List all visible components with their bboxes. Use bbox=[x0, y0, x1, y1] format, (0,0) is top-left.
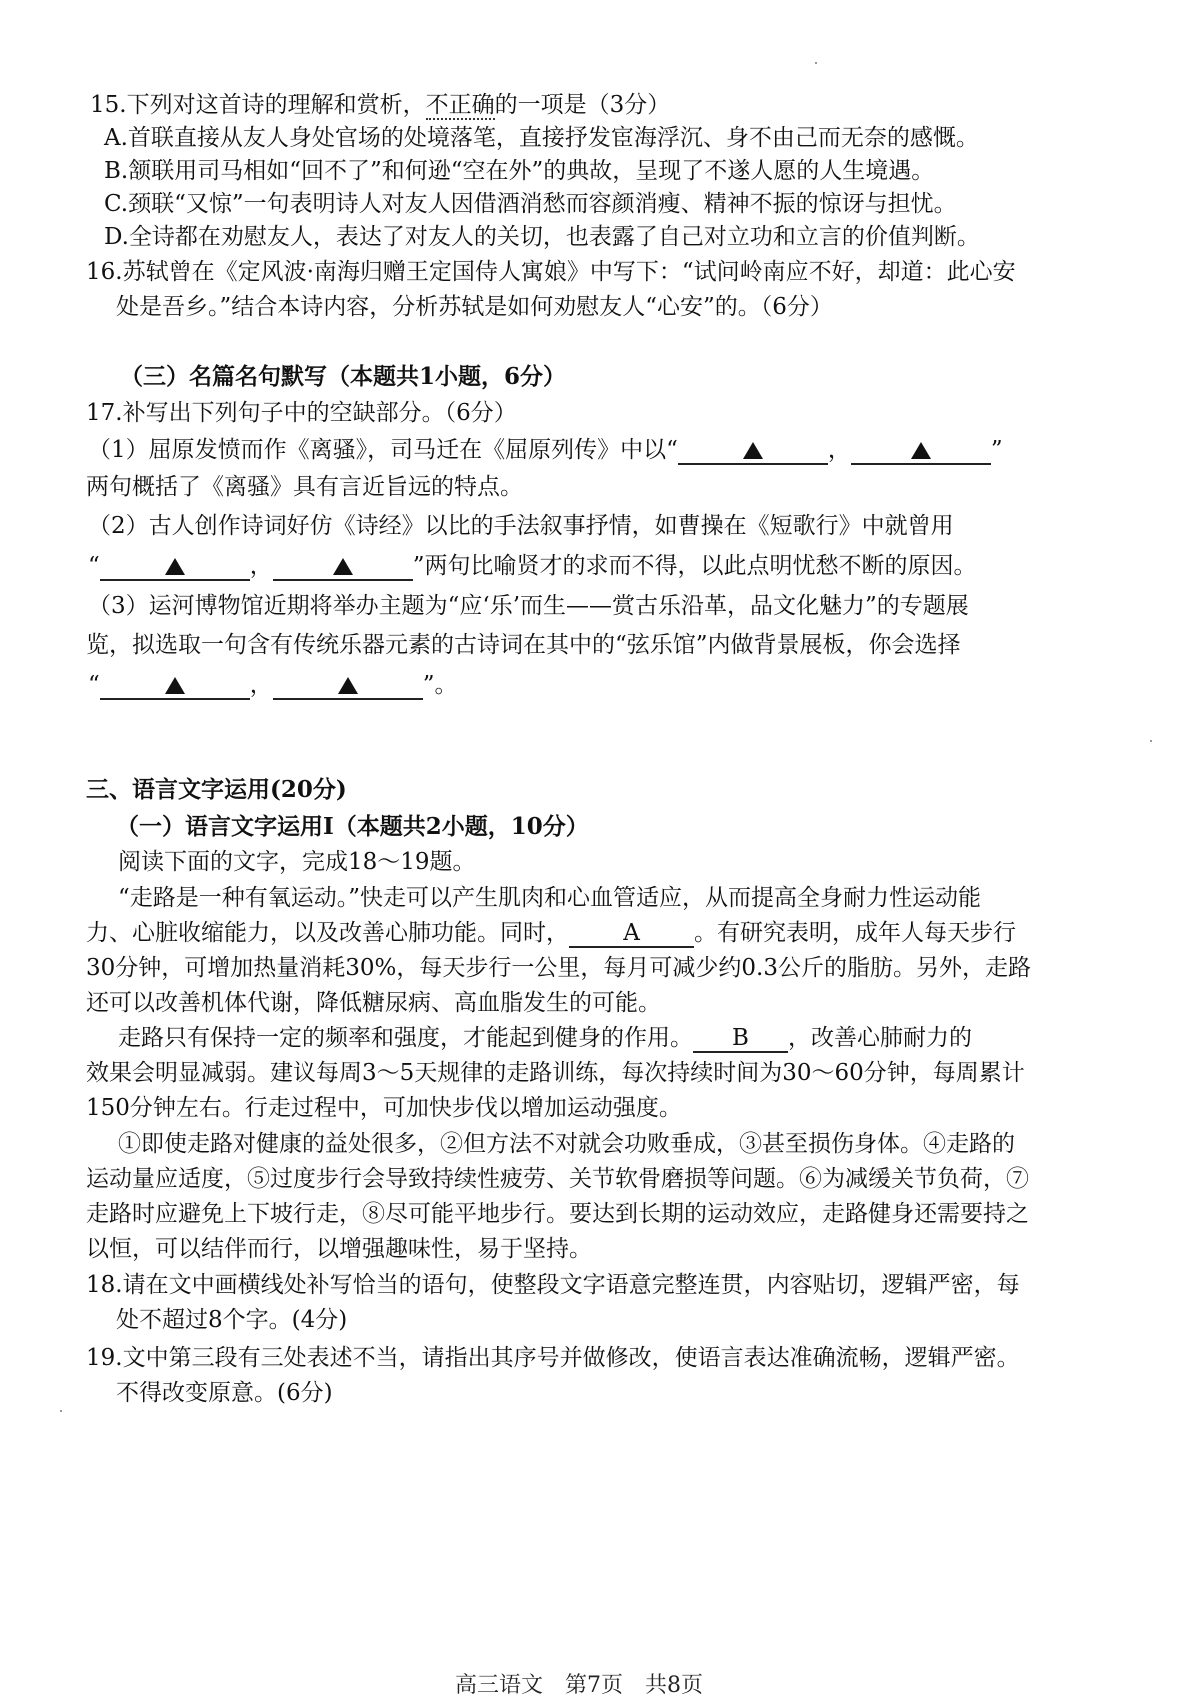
triangle-marker-icon bbox=[911, 442, 931, 459]
part-3-subheading: （一）语言文字运用Ⅰ（本题共2小题，10分） bbox=[116, 813, 589, 840]
passage-p2-line-1 bbox=[118, 1023, 972, 1053]
scan-speck bbox=[60, 1410, 62, 1412]
q17-part-2-text: ”两句比喻贤才的求而不得，以此点明忧愁不断的原因。 bbox=[412, 553, 977, 579]
q15-option-b: B.颔联用司马相如“回不了”和何逊“空在外”的典故，呈现了不遂人愿的人生境遇。 bbox=[104, 158, 935, 184]
passage-p1-text-b: 。有研究表明，成年人每天步行 bbox=[694, 920, 1016, 946]
triangle-marker-icon bbox=[338, 677, 358, 694]
q17-part-3-open-quote: “ bbox=[88, 672, 100, 698]
scan-speck bbox=[1150, 740, 1152, 742]
q15-stem-emphasis: 不正确 bbox=[425, 92, 495, 118]
passage-p3-line-3: 走路时应避免上下坡行走，⑧尽可能平地步行。要达到长期的运动效应，走路健身还需要持之 bbox=[86, 1201, 1029, 1227]
triangle-marker-icon bbox=[333, 558, 353, 575]
q17-part-1-comma: ， bbox=[827, 437, 851, 463]
q17-part-3-close: ”。 bbox=[422, 672, 458, 698]
q16-line-2: 处是吾乡。”结合本诗内容，分析苏轼是如何劝慰友人“心安”的。（6分） bbox=[116, 294, 833, 320]
q17-part-1-line-1 bbox=[88, 435, 1003, 465]
q17-stem: 17.补写出下列句子中的空缺部分。（6分） bbox=[86, 400, 517, 426]
q17-part-3-line-1: （3）运河博物馆近期将举办主题为“应‘乐’而生——赏古乐沿革，品文化魅力”的专题展 bbox=[88, 593, 969, 619]
scan-speck bbox=[815, 62, 817, 64]
q18-line-1: 18.请在文中画横线处补写恰当的语句，使整段文字语意完整连贯，内容贴切，逻辑严密，每 bbox=[86, 1272, 1020, 1298]
q15-option-c: C.颈联“又惊”一句表明诗人对友人因借酒消愁而容颜消瘦、精神不振的惊讶与担忧。 bbox=[104, 191, 957, 217]
q15-stem-text-b: 的一项是（3分） bbox=[494, 92, 671, 118]
answer-blank-a[interactable] bbox=[569, 922, 694, 948]
q15-option-a: A.首联直接从友人身处官场的处境落笔，直接抒发宦海浮沉、身不由己而无奈的感慨。 bbox=[104, 125, 979, 151]
q15-stem-text-a: 15.下列对这首诗的理解和赏析， bbox=[90, 92, 426, 118]
answer-blank[interactable] bbox=[273, 555, 413, 581]
q15-stem bbox=[90, 90, 670, 120]
passage-p2-text-a: 走路只有保持一定的频率和强度，才能起到健身的作用。 bbox=[118, 1025, 693, 1051]
q19-line-2: 不得改变原意。(6分) bbox=[116, 1380, 333, 1406]
part-3-heading: 三、语言文字运用(20分) bbox=[86, 776, 347, 803]
page-footer: 高三语文 第7页 共8页 bbox=[455, 1673, 703, 1698]
answer-blank-b[interactable] bbox=[693, 1027, 788, 1053]
passage-p2-line-2: 效果会明显减弱。建议每周3～5天规律的走路训练，每次持续时间为30～60分钟，每周累计 bbox=[86, 1060, 1025, 1086]
passage-p1-line-4: 还可以改善机体代谢，降低糖尿病、高血脂发生的可能。 bbox=[86, 990, 661, 1016]
q17-part-1-close-quote: ” bbox=[990, 437, 1003, 463]
blank-label-a: A bbox=[623, 920, 640, 946]
q17-part-3-comma: ， bbox=[249, 672, 273, 698]
answer-blank[interactable] bbox=[100, 555, 250, 581]
passage-p3-line-1: ①即使走路对健康的益处很多，②但方法不对就会功败垂成，③甚至损伤身体。④走路的 bbox=[118, 1131, 1015, 1157]
passage-p3-line-4: 以恒，可以结伴而行，以增强趣味性，易于坚持。 bbox=[86, 1236, 592, 1262]
q17-part-1-line-2: 两句概括了《离骚》具有言近旨远的特点。 bbox=[86, 474, 523, 500]
q17-part-1-text: （1）屈原发愤而作《离骚》，司马迁在《屈原列传》中以“ bbox=[88, 437, 678, 463]
passage-p2-text-b: ，改善心肺耐力的 bbox=[788, 1025, 972, 1051]
q18-line-2: 处不超过8个字。(4分) bbox=[116, 1307, 348, 1333]
passage-p3-line-2: 运动量应适度，⑤过度步行会导致持续性疲劳、关节软骨磨损等问题。⑥为减缓关节负荷，⑦ bbox=[86, 1166, 1029, 1192]
q17-part-3-line-2: 览，拟选取一句含有传统乐器元素的古诗词在其中的“弦乐馆”内做背景展板，你会选择 bbox=[86, 632, 961, 658]
answer-blank[interactable] bbox=[851, 439, 991, 465]
answer-blank[interactable] bbox=[273, 674, 423, 700]
answer-blank[interactable] bbox=[678, 439, 828, 465]
triangle-marker-icon bbox=[165, 558, 185, 575]
blank-label-b: B bbox=[732, 1025, 749, 1051]
q19-line-1: 19.文中第三段有三处表述不当，请指出其序号并做修改，使语言表达准确流畅，逻辑严密。 bbox=[86, 1345, 1020, 1371]
triangle-marker-icon bbox=[743, 442, 763, 459]
q17-part-2-line-2 bbox=[88, 551, 977, 581]
passage-p1-line-3: 30分钟，可增加热量消耗30%，每天步行一公里，每月可减少约0.3公斤的脂肪。另外，走路 bbox=[86, 955, 1031, 981]
q17-part-3-line-3 bbox=[88, 670, 458, 700]
passage-p1-line-2 bbox=[86, 918, 1016, 948]
q17-part-2-comma: ， bbox=[249, 553, 273, 579]
q16-line-1: 16.苏轼曾在《定风波·南海归赠王定国侍人寓娘》中写下：“试问岭南应不好，却道：此心安 bbox=[86, 259, 1016, 285]
passage-p2-line-3: 150分钟左右。行走过程中，可加快步伐以增加运动强度。 bbox=[86, 1095, 682, 1121]
triangle-marker-icon bbox=[165, 677, 185, 694]
reading-instruction: 阅读下面的文字，完成18～19题。 bbox=[118, 849, 476, 875]
passage-p1-text-a: 力、心脏收缩能力，以及改善心肺功能。同时， bbox=[86, 920, 569, 946]
section-3-heading: （三）名篇名句默写（本题共1小题，6分） bbox=[120, 363, 567, 390]
q15-option-d: D.全诗都在劝慰友人，表达了对友人的关切，也表露了自己对立功和立言的价值判断。 bbox=[104, 224, 980, 250]
passage-p1-line-1: “走路是一种有氧运动。”快走可以产生肌肉和心血管适应，从而提高全身耐力性运动能 bbox=[118, 885, 982, 911]
q17-part-2-open-quote: “ bbox=[88, 553, 100, 579]
q17-part-2-line-1: （2）古人创作诗词好仿《诗经》以比的手法叙事抒情，如曹操在《短歌行》中就曾用 bbox=[88, 513, 954, 539]
answer-blank[interactable] bbox=[100, 674, 250, 700]
